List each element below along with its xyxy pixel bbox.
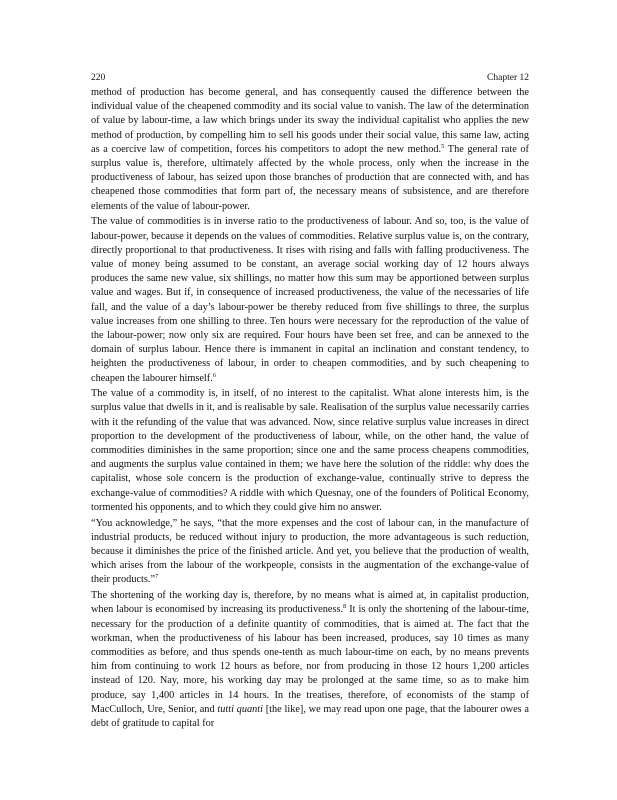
paragraph-2: The value of commodities is in inverse ratio to the productiveness of labour. And so, too, is the value of labour-power, because it depends on the values of commodities. Relative surplus value is, on the contrary, directly proportional to that productiveness. It rises with rising and falls with falling productiveness. The value of money being assumed to be constant, an average social working day of 12 hours always produces the same new value, six shillings, no matter how this sum may be apportioned between surplus value and wages. But if, in consequence of increased productiveness, the value of the necessaries of life fall, and the value of a day’s labour-power be thereby reduced from five shillings to three, the surplus value increases from one shilling to three. Ten hours were necessary for the reproduction of the value of the labour-power; now only six are required. Four hours have been set free, and can be annexed to the domain of surplus labour. Hence there is immanent in capital an inclination and constant tendency, to heighten the productiveness of labour, in order to cheapen commodities, and by such cheapening to cheapen the labourer himself.$^6$ [91, 216, 529, 384]
running-header [91, 72, 529, 84]
footnote-ref-5[interactable]: 5 [441, 142, 445, 150]
footnote-ref-7[interactable]: 7 [155, 573, 159, 581]
page-number: 220 [91, 73, 106, 83]
paragraph-1: method of production has become general, and has consequently caused the difference between the individual value of the cheapened commodity and its social value to vanish. The law of the determination of value by labour-time, a law which brings under its sway the individual capitalist who applies the new method of production, by compelling him to sell his goods under their social value, this same law, acting as a coercive law of competition, forces his competitors to adopt the new method.$^5$ The general rate of surplus value is, therefore, ultimately affected by the whole process, only when the increase in the productiveness of labour, has seized upon those branches of production that are connected with, and has cheapened those commodities that form part of, the necessary means of subsistence, and are therefore elements of the value of labour-power. [91, 87, 529, 212]
paragraph-5: The shortening of the working day is, therefore, by no means what is aimed at, in capitalist production, when labour is economised by increasing its productiveness.$^8$ It is only the shortening of the labour-time, necessary for the production of a definite quantity of commodities, that is aimed at. The fact that the workman, when the productiveness of his labour has been increased, produces, say 10 times as many commodities as before, and thus spends one-tenth as much labour-time on each, by no means prevents him from continuing to work 12 hours as before, nor from producing in those 12 hours 1,200 articles instead of 120. Nay, more, his working day may be prolonged at the same time, so as to make him produce, say 1,400 articles in 14 hours. In the treatises, therefore, of economists of the stamp of MacCulloch, Ure, Senior, and tutti quanti [the like], we may read upon one page, that the labourer owes a debt of gratitude to capital for [91, 590, 529, 729]
italic-phrase: tutti quanti [217, 703, 263, 715]
paragraph-3: The value of a commodity is, in itself, of no interest to the capitalist. What alone interests him, is the surplus value that dwells in it, and is realisable by sale. Realisation of the surplus value necessarily carries with it the refunding of the value that was advanced. Now, since relative surplus value increases in direct proportion to the development of the productiveness of labour, while, on the other hand, the value of commodities diminishes in the same proportion; since one and the same process cheapens commodities, and augments the surplus value contained in them; we have here the solution of the riddle: why does the capitalist, whose sole concern is the production of exchange-value, continually strive to depress the exchange-value of commodities? A riddle with which Quesnay, one of the founders of Political Economy, tormented his opponents, and to which they could give him no answer. [91, 388, 529, 513]
footnote-ref-6[interactable]: 6 [212, 371, 217, 379]
paragraph-4-quote: “You acknowledge,” he says, “that the more expenses and the cost of labour can, in the manufacture of industrial products, be reduced without injury to production, the more advantageous is such reduction, because it diminishes the price of the finished article. And yet, you believe that the production of wealth, which arises from the labour of the workpeople, consists in the augmentation of the exchange-value of their products.”$^7$ [91, 517, 529, 586]
footnote-ref-8[interactable]: 8 [343, 603, 347, 611]
chapter-label: Chapter 12 [487, 73, 529, 83]
document-page [91, 72, 529, 733]
